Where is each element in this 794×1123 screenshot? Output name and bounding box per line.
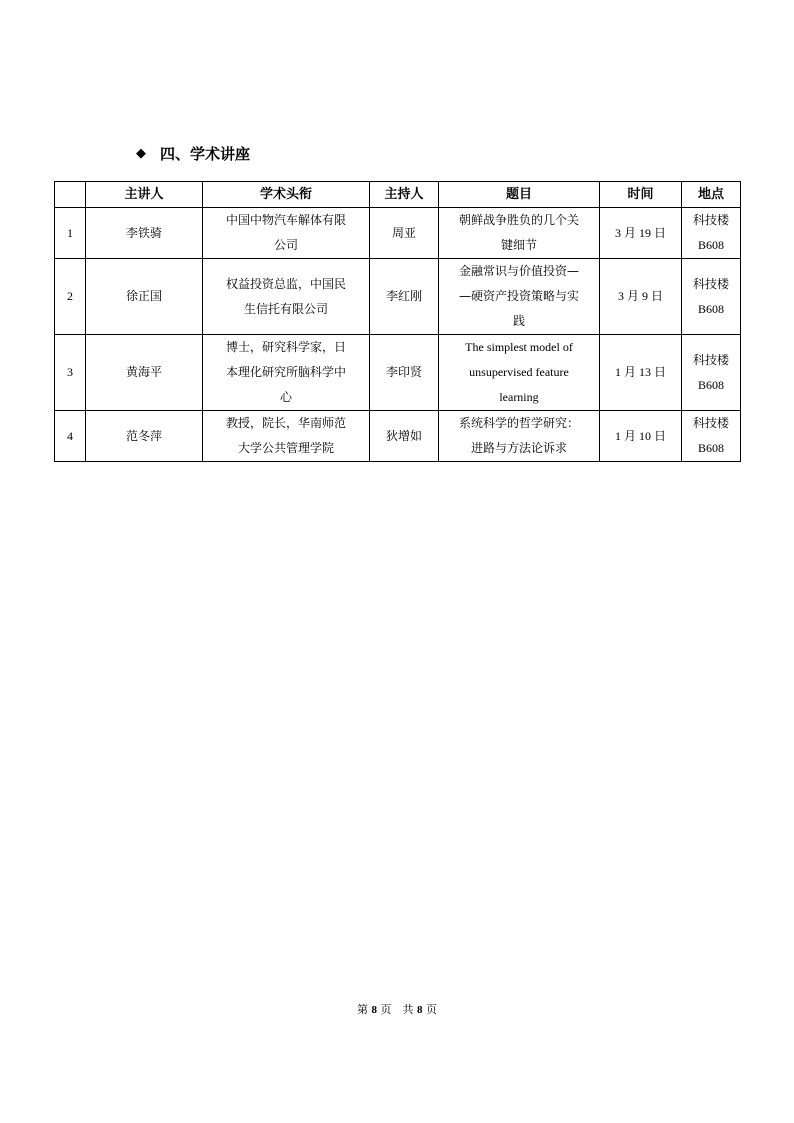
row-title	[203, 411, 370, 462]
header-speaker: 主讲人	[86, 182, 203, 208]
row-host: 周亚	[370, 208, 439, 259]
header-topic: 题目	[439, 182, 600, 208]
row-speaker: 徐正国	[86, 259, 203, 335]
row-topic-line: unsupervised feature	[469, 365, 569, 379]
row-title	[203, 335, 370, 411]
row-topic-line: 键细节	[500, 238, 537, 252]
lecture-table	[54, 181, 741, 462]
row-title-line: 权益投资总监，中国民	[225, 276, 346, 291]
footer-prefix: 第	[357, 1003, 368, 1016]
row-time: 3 月 9 日	[600, 259, 682, 335]
row-index: 4	[55, 411, 86, 462]
row-topic	[439, 208, 600, 259]
row-title-line: 公司	[273, 238, 298, 252]
table-row	[55, 411, 741, 462]
row-speaker: 范冬萍	[86, 411, 203, 462]
row-topic-line: —硬资产投资策略与实	[458, 289, 579, 303]
section-title: 四、学术讲座	[160, 144, 251, 163]
row-location-line: 科技楼	[692, 352, 729, 367]
page-footer	[0, 1001, 794, 1017]
row-index: 1	[55, 208, 86, 259]
row-topic-line: 践	[512, 314, 525, 328]
header-host: 主持人	[370, 182, 439, 208]
row-title-line: 本理化研究所脑科学中	[225, 365, 346, 379]
row-topic-line: learning	[499, 390, 539, 404]
row-title-line: 教授，院长，华南师范	[225, 416, 346, 430]
row-title-line: 大学公共管理学院	[237, 441, 334, 455]
footer-page-number: 8	[371, 1004, 377, 1016]
row-location-line: 科技楼	[692, 276, 729, 291]
row-speaker: 黄海平	[86, 335, 203, 411]
footer-total-pages: 8	[417, 1004, 423, 1016]
table-row	[55, 208, 741, 259]
row-location-line: B608	[697, 377, 724, 392]
row-title	[203, 208, 370, 259]
row-topic	[439, 411, 600, 462]
section-heading	[136, 141, 250, 165]
header-time: 时间	[600, 182, 682, 208]
row-time: 1 月 13 日	[600, 335, 682, 411]
footer-middle: 页 共	[380, 1003, 414, 1016]
table-row	[55, 335, 741, 411]
row-location	[682, 411, 741, 462]
row-host: 狄增如	[370, 411, 439, 462]
row-speaker: 李铁骑	[86, 208, 203, 259]
header-location: 地点	[682, 182, 741, 208]
row-topic-line: 金融常识与价值投资—	[458, 264, 579, 278]
diamond-icon: ◆	[136, 145, 146, 161]
row-title-line: 中国中物汽车解体有限	[225, 213, 346, 227]
row-time: 3 月 19 日	[600, 208, 682, 259]
row-host: 李印贤	[370, 335, 439, 411]
row-topic-line: 系统科学的哲学研究：	[458, 416, 579, 430]
footer-suffix: 页	[426, 1003, 437, 1016]
row-title-line: 生信托有限公司	[243, 301, 328, 316]
row-location	[682, 208, 741, 259]
row-location-line: 科技楼	[692, 213, 729, 227]
table-header-row	[55, 182, 741, 208]
row-title-line: 心	[279, 390, 292, 404]
row-location	[682, 259, 741, 335]
row-title	[203, 259, 370, 335]
row-index: 2	[55, 259, 86, 335]
row-location-line: B608	[697, 441, 724, 455]
row-location-line: B608	[697, 238, 724, 252]
row-time: 1 月 10 日	[600, 411, 682, 462]
row-index: 3	[55, 335, 86, 411]
header-title: 学术头衔	[203, 182, 370, 208]
row-title-line: 博士，研究科学家，日	[225, 340, 346, 354]
row-topic-line: 进路与方法论诉求	[470, 441, 567, 455]
row-topic	[439, 335, 600, 411]
table-row	[55, 259, 741, 335]
row-location-line: B608	[697, 301, 724, 316]
header-index	[55, 182, 86, 208]
row-location-line: 科技楼	[692, 416, 729, 430]
row-location	[682, 335, 741, 411]
row-topic-line: The simplest model of	[465, 340, 573, 354]
row-topic-line: 朝鲜战争胜负的几个关	[458, 213, 579, 227]
row-topic	[439, 259, 600, 335]
row-host: 李红刚	[370, 259, 439, 335]
